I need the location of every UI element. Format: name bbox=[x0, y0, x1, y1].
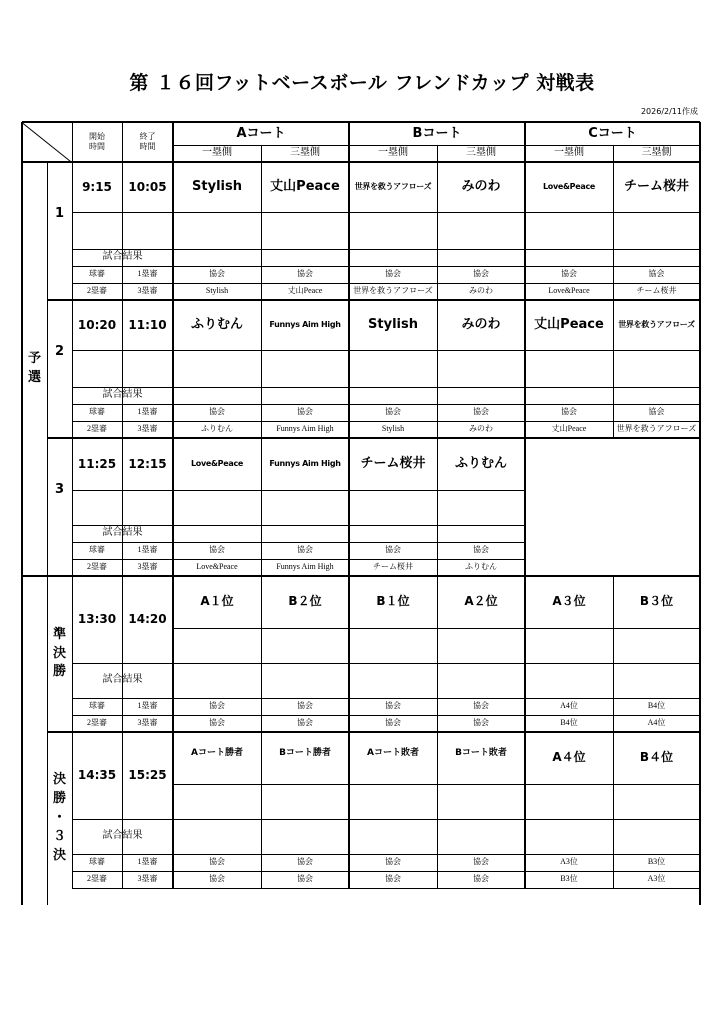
seed-first-base: A３位 bbox=[552, 593, 586, 608]
umpire-1b: 協会 bbox=[473, 545, 489, 555]
team-third-base: チーム桜井 bbox=[623, 179, 689, 195]
umpire-1b: 協会 bbox=[297, 701, 313, 711]
umpire-2b: チーム桜井 bbox=[373, 562, 413, 572]
court-header-b: Bコート bbox=[412, 125, 462, 141]
umpire-main-label: 球審 bbox=[89, 407, 105, 417]
umpire-main: 協会 bbox=[209, 701, 225, 711]
group-label-char: 勝 bbox=[52, 664, 66, 680]
start-time-header-line: 時間 bbox=[89, 142, 105, 151]
umpire-2b: ふりむん bbox=[201, 424, 233, 434]
end-time-header-line: 終了 bbox=[139, 132, 156, 141]
seed-first-base: Aコート勝者 bbox=[191, 748, 243, 759]
umpire-2b-label: 2塁審 bbox=[87, 718, 107, 728]
umpire-3b: Funnys Aim High bbox=[276, 424, 334, 434]
umpire-3b-label: 3塁審 bbox=[137, 424, 158, 434]
umpire-1b: 協会 bbox=[473, 407, 489, 417]
team-third-base: 丈山Peace bbox=[270, 179, 340, 195]
umpire-3b-label: 3塁審 bbox=[137, 718, 158, 728]
created-date: 2026/2/11作成 bbox=[640, 107, 698, 116]
group-label-char: 準 bbox=[52, 626, 66, 642]
umpire-1b: B3位 bbox=[647, 857, 666, 867]
round-number: 3 bbox=[54, 482, 65, 498]
team-first-base: 丈山Peace bbox=[534, 317, 604, 333]
round-number: 2 bbox=[54, 344, 65, 360]
group-label-char: 決 bbox=[52, 847, 66, 863]
row-line bbox=[72, 525, 525, 526]
umpire-main: 協会 bbox=[385, 545, 401, 555]
group-label bbox=[47, 576, 72, 732]
col-line bbox=[172, 576, 174, 732]
row-line bbox=[72, 559, 525, 560]
team-third-base: 世界を救うアフローズ bbox=[618, 319, 695, 329]
start-time: 10:20 bbox=[77, 317, 117, 332]
end-time: 11:10 bbox=[128, 317, 167, 332]
team-third-base: ふりむん bbox=[454, 456, 507, 472]
umpire-2b: 丈山Peace bbox=[551, 424, 587, 434]
row-line bbox=[72, 249, 700, 250]
col-line bbox=[122, 162, 123, 300]
umpire-main: 協会 bbox=[385, 701, 401, 711]
umpire-1b-label: 1塁審 bbox=[137, 701, 158, 711]
col-line bbox=[348, 438, 350, 576]
row-line bbox=[72, 888, 700, 889]
end-time: 10:05 bbox=[128, 179, 167, 194]
team-third-base: みのわ bbox=[461, 317, 501, 333]
umpire-2b-label: 2塁審 bbox=[87, 286, 107, 296]
col-line bbox=[613, 162, 614, 300]
col-line bbox=[72, 300, 73, 438]
group-label-char: 勝 bbox=[52, 791, 66, 807]
umpire-main: 協会 bbox=[561, 407, 577, 417]
umpire-3b-label: 3塁審 bbox=[137, 286, 158, 296]
umpire-main: A4位 bbox=[560, 701, 578, 711]
result-label: 試合結果 bbox=[102, 674, 143, 686]
umpire-main-label: 球審 bbox=[89, 545, 105, 555]
round-bottom-border bbox=[47, 731, 700, 733]
col-line bbox=[524, 576, 526, 732]
third-base-side-header: 三塁側 bbox=[290, 147, 320, 159]
team-first-base: Love&Peace bbox=[190, 458, 244, 468]
umpire-main-label: 球審 bbox=[89, 701, 105, 711]
group-label-char: ・ bbox=[52, 810, 66, 826]
umpire-1b: 協会 bbox=[297, 857, 313, 867]
row-line bbox=[72, 698, 700, 699]
umpire-2b: 協会 bbox=[209, 874, 225, 884]
col-line bbox=[122, 732, 123, 888]
team-first-base: Love&Peace bbox=[542, 181, 596, 191]
col-line bbox=[72, 438, 73, 576]
team-first-base: ふりむん bbox=[190, 317, 243, 333]
umpire-3b-label: 3塁審 bbox=[137, 874, 158, 884]
row-line bbox=[72, 404, 700, 405]
col-line bbox=[524, 732, 526, 888]
umpire-main: A3位 bbox=[560, 857, 578, 867]
umpire-3b: 協会 bbox=[297, 874, 313, 884]
col-line bbox=[172, 162, 174, 300]
umpire-1b: 協会 bbox=[297, 269, 313, 279]
col-line bbox=[613, 732, 614, 888]
umpire-main-label: 球審 bbox=[89, 857, 105, 867]
umpire-2b: B4位 bbox=[560, 718, 578, 728]
start-time-header-line: 開始 bbox=[89, 132, 105, 141]
third-base-side-header: 三塁側 bbox=[466, 147, 496, 159]
table-right-border bbox=[699, 122, 701, 905]
col-line bbox=[122, 576, 123, 732]
col-line bbox=[348, 732, 350, 888]
umpire-main: 協会 bbox=[385, 857, 401, 867]
corner-diagonal bbox=[22, 122, 72, 163]
seed-first-base: A１位 bbox=[200, 593, 234, 608]
team-first-base: 世界を救うアフローズ bbox=[354, 181, 432, 191]
col-line bbox=[72, 162, 73, 300]
team-third-base: Funnys Aim High bbox=[269, 319, 341, 329]
group-label bbox=[22, 162, 47, 576]
result-label: 試合結果 bbox=[102, 251, 143, 263]
umpire-3b: みのわ bbox=[469, 424, 493, 434]
col-line bbox=[348, 300, 350, 438]
col-line bbox=[524, 162, 526, 300]
umpire-3b: A3位 bbox=[647, 874, 666, 884]
umpire-3b: Funnys Aim High bbox=[276, 562, 334, 572]
end-time: 15:25 bbox=[128, 768, 167, 783]
team-first-base: Stylish bbox=[192, 179, 242, 195]
umpire-2b: 協会 bbox=[385, 718, 401, 728]
end-time: 12:15 bbox=[128, 456, 167, 471]
page-title: 第 １６回フットベースボール フレンドカップ 対戦表 bbox=[129, 72, 595, 94]
first-base-side-header: 一塁側 bbox=[554, 147, 584, 159]
col-line bbox=[261, 576, 262, 732]
result-label: 試合結果 bbox=[102, 389, 143, 401]
group-label-char: 決 bbox=[52, 645, 66, 661]
start-time-header bbox=[72, 122, 122, 162]
umpire-3b: 世界を救うアフローズ bbox=[616, 424, 697, 434]
group-label-char: ３ bbox=[52, 828, 66, 844]
umpire-2b: 世界を救うアフローズ bbox=[353, 286, 433, 296]
umpire-2b-label: 2塁審 bbox=[87, 562, 107, 572]
seed-third-base: Bコート敗者 bbox=[455, 748, 507, 759]
col-line bbox=[348, 576, 350, 732]
row-line bbox=[72, 212, 700, 213]
umpire-main-label: 球審 bbox=[89, 269, 105, 279]
row-line bbox=[72, 387, 700, 388]
row-line bbox=[72, 350, 700, 351]
col-line bbox=[437, 438, 438, 576]
seed-first-base: B１位 bbox=[376, 593, 410, 608]
row-line bbox=[72, 266, 700, 267]
umpire-1b-label: 1塁審 bbox=[137, 545, 158, 555]
seed-first-base: A４位 bbox=[552, 749, 586, 764]
col-line bbox=[261, 732, 262, 888]
start-time: 11:25 bbox=[77, 456, 117, 471]
umpire-3b: ふりむん bbox=[465, 562, 497, 572]
col-line bbox=[437, 576, 438, 732]
row-line bbox=[72, 421, 700, 422]
court-header-a: Aコート bbox=[236, 125, 286, 141]
col-line bbox=[437, 300, 438, 438]
umpire-2b: B3位 bbox=[560, 874, 578, 884]
group-label-char: 予 bbox=[27, 351, 41, 367]
col-line bbox=[348, 162, 350, 300]
first-base-side-header: 一塁側 bbox=[378, 147, 408, 159]
row-line bbox=[72, 542, 525, 543]
col-line bbox=[613, 576, 614, 732]
col-line bbox=[172, 300, 174, 438]
umpire-3b: みのわ bbox=[469, 286, 493, 296]
end-time: 14:20 bbox=[128, 612, 167, 627]
col-line bbox=[437, 732, 438, 888]
umpire-main: 協会 bbox=[385, 269, 401, 279]
seed-first-base: Aコート敗者 bbox=[367, 748, 419, 759]
team-first-base: Stylish bbox=[368, 317, 418, 333]
umpire-3b: チーム桜井 bbox=[636, 286, 677, 296]
umpire-main: 協会 bbox=[209, 269, 225, 279]
col-line bbox=[261, 438, 262, 576]
end-time-header bbox=[122, 122, 173, 162]
umpire-2b: 協会 bbox=[209, 718, 225, 728]
third-base-side-header: 三塁側 bbox=[641, 147, 672, 159]
row-line bbox=[72, 283, 700, 284]
umpire-3b: 協会 bbox=[473, 874, 489, 884]
umpire-1b: 協会 bbox=[297, 407, 313, 417]
umpire-main: 協会 bbox=[209, 857, 225, 867]
umpire-3b-label: 3塁審 bbox=[137, 562, 158, 572]
umpire-3b: 丈山Peace bbox=[287, 286, 323, 296]
row-line bbox=[72, 871, 700, 872]
round-number: 1 bbox=[54, 206, 65, 222]
umpire-2b-label: 2塁審 bbox=[87, 424, 107, 434]
seed-third-base: Bコート勝者 bbox=[279, 748, 331, 759]
col-line bbox=[613, 300, 614, 438]
umpire-2b: Love&Peace bbox=[548, 286, 590, 296]
umpire-2b: Stylish bbox=[381, 424, 405, 434]
row-line bbox=[72, 854, 700, 855]
first-base-side-header: 一塁側 bbox=[202, 147, 232, 159]
start-time: 9:15 bbox=[82, 179, 112, 194]
umpire-3b: 協会 bbox=[473, 718, 489, 728]
umpire-1b: 協会 bbox=[473, 701, 489, 711]
team-third-base: みのわ bbox=[461, 179, 501, 195]
umpire-1b: 協会 bbox=[648, 269, 665, 279]
seed-third-base: A２位 bbox=[464, 593, 498, 608]
umpire-main: 協会 bbox=[561, 269, 577, 279]
col-line bbox=[524, 300, 526, 438]
umpire-3b: A4位 bbox=[647, 718, 666, 728]
court-header-c: Cコート bbox=[588, 125, 637, 141]
start-time: 13:30 bbox=[77, 612, 117, 627]
umpire-2b: Love&Peace bbox=[196, 562, 238, 572]
team-first-base: チーム桜井 bbox=[360, 456, 426, 472]
row-line bbox=[72, 819, 700, 820]
col-line bbox=[172, 438, 174, 576]
umpire-1b: 協会 bbox=[473, 857, 489, 867]
umpire-1b-label: 1塁審 bbox=[137, 269, 158, 279]
umpire-1b: 協会 bbox=[648, 407, 665, 417]
group-label-char: 決 bbox=[52, 772, 66, 788]
umpire-1b: 協会 bbox=[473, 269, 489, 279]
col-line bbox=[122, 438, 123, 576]
row-line bbox=[72, 715, 700, 716]
umpire-1b: 協会 bbox=[297, 545, 313, 555]
end-time-header-line: 時間 bbox=[139, 142, 156, 151]
result-label: 試合結果 bbox=[102, 830, 143, 842]
seed-third-base: B３位 bbox=[639, 593, 674, 608]
umpire-3b: 協会 bbox=[297, 718, 313, 728]
umpire-2b: Stylish bbox=[205, 286, 229, 296]
result-label: 試合結果 bbox=[102, 527, 143, 539]
umpire-2b-label: 2塁審 bbox=[87, 874, 107, 884]
team-third-base: Funnys Aim High bbox=[269, 458, 341, 468]
row-line bbox=[72, 663, 700, 664]
umpire-main: 協会 bbox=[209, 407, 225, 417]
col-line bbox=[437, 162, 438, 300]
group-label-char: 選 bbox=[27, 370, 41, 385]
seed-third-base: B４位 bbox=[639, 749, 674, 764]
group-label bbox=[47, 732, 72, 905]
umpire-1b: B4位 bbox=[647, 701, 666, 711]
row-line bbox=[72, 490, 525, 491]
start-time: 14:35 bbox=[77, 768, 117, 783]
col-line bbox=[261, 162, 262, 300]
umpire-1b-label: 1塁審 bbox=[137, 407, 158, 417]
col-line bbox=[122, 300, 123, 438]
seed-third-base: B２位 bbox=[288, 593, 322, 608]
col-line bbox=[261, 300, 262, 438]
umpire-2b: 協会 bbox=[385, 874, 401, 884]
umpire-1b-label: 1塁審 bbox=[137, 857, 158, 867]
umpire-main: 協会 bbox=[209, 545, 225, 555]
umpire-main: 協会 bbox=[385, 407, 401, 417]
col-line bbox=[524, 438, 526, 576]
col-line bbox=[172, 732, 174, 888]
